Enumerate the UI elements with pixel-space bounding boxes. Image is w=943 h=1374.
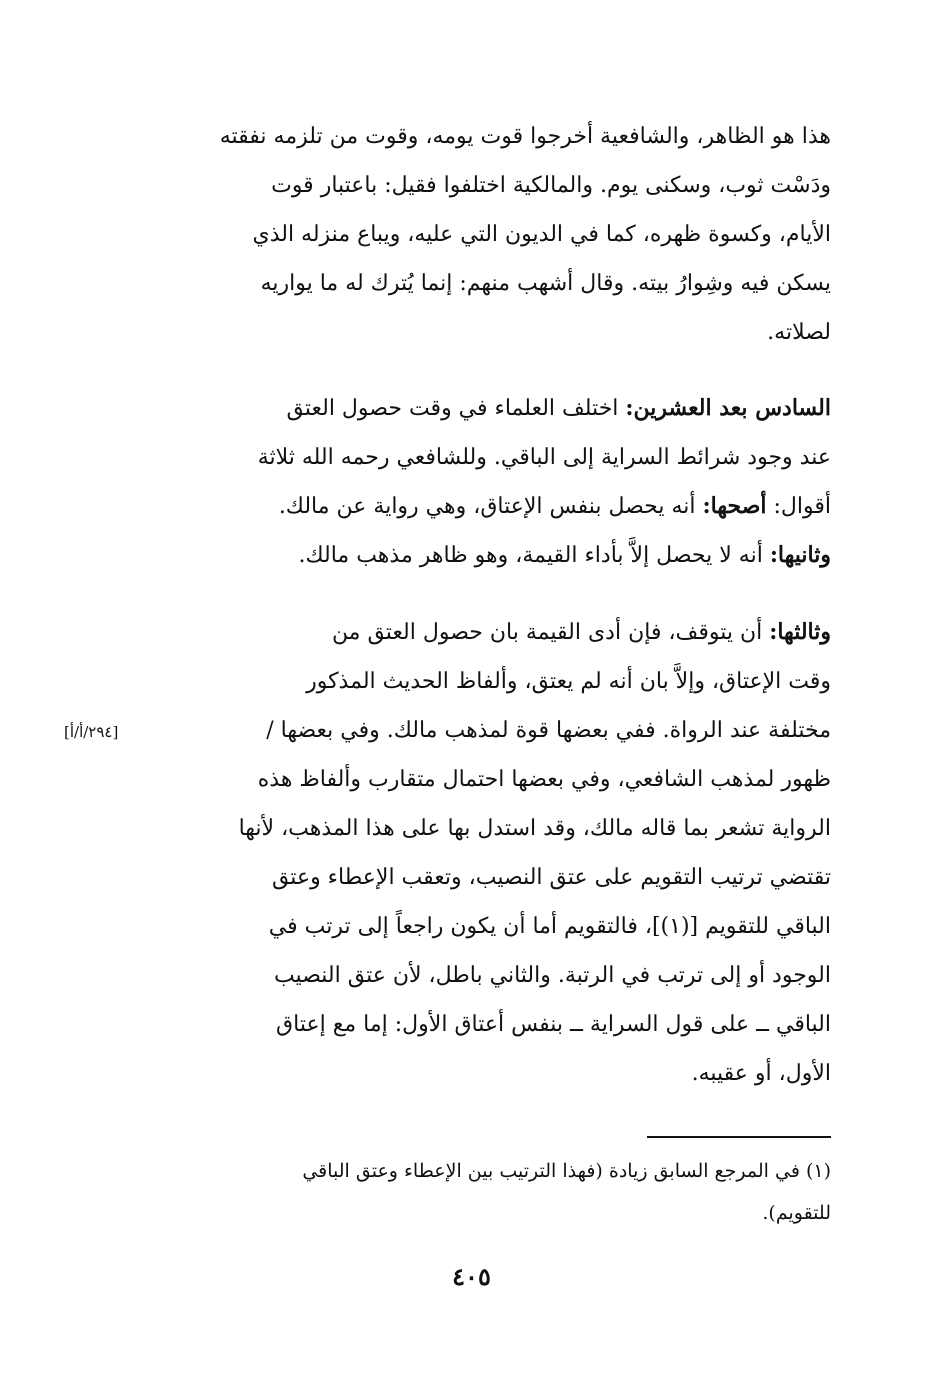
paragraph-3-line-1-text: أن يتوقف، فإن أدى القيمة بان حصول العتق من (331, 620, 770, 645)
third-opinion-label: وثالثها: (769, 619, 831, 645)
paragraph-2-line-1-text: اختلف العلماء في وقت حصول العتق (286, 396, 626, 421)
paragraph-3-line-6: تقتضي ترتيب التقويم على عتق النصيب، وتعقب الإعطاء وعتق (271, 865, 831, 890)
paragraph-3-line-7: الباقي للتقويم [(١)]، فالتقويم أما أن يكون راجعاً إلى ترتب في (268, 914, 831, 939)
paragraph-3-line-10: الأول، أو عقيبه. (691, 1061, 831, 1086)
paragraph-1-line-5: لصلاته. (767, 320, 831, 345)
paragraph-3-line-8: الوجود أو إلى ترتب في الرتبة. والثاني باطل، لأن عتق النصيب (273, 963, 831, 988)
paragraph-2-line-3-rest: أنه يحصل بنفس الإعتاق، وهي رواية عن مالك. (278, 494, 703, 519)
footnote-divider (647, 1136, 831, 1138)
page-number: ٤٠٥ (452, 1262, 491, 1291)
paragraph-3-line-5: الرواية تشعر بما قاله مالك، وقد استدل بها على هذا المذهب، لأنها (238, 816, 831, 841)
manuscript-folio-reference: [٢٩٤/أ/أ] (64, 723, 119, 741)
paragraph-2-line-4-rest: أنه لا يحصل إلاَّ بأداء القيمة، وهو ظاهر مذهب مالك. (298, 543, 770, 568)
paragraph-1-line-1: هذا هو الظاهر، والشافعية أخرجوا قوت يومه، وقوت من تلزمه نفقته (219, 124, 831, 149)
second-opinion-label: وثانيها: (769, 542, 831, 568)
paragraph-2-line-3 (155, 482, 831, 531)
paragraph-2-line-1 (155, 384, 831, 433)
paragraph-1-line-3: الأيام، وكسوة ظهره، كما في الديون التي عليه، ويباع منزله الذي (252, 222, 831, 247)
paragraph-3-line-1 (155, 608, 831, 657)
paragraph-3-line-4: ظهور لمذهب الشافعي، وفي بعضها احتمال متقارب وألفاظ هذه (257, 767, 831, 792)
paragraph-1-line-2: ودَسْت ثوب، وسكنى يوم. والمالكية اختلفوا فقيل: باعتبار قوت (271, 173, 831, 198)
footnote-line-1: (١) في المرجع السابق زيادة (فهذا الترتيب بين الإعطاء وعتق الباقي (302, 1160, 831, 1182)
paragraph-1 (155, 112, 831, 357)
footnote-line-2: للتقويم). (762, 1202, 831, 1224)
first-opinion-label: أصحها: (702, 493, 767, 519)
paragraph-3-line-9: الباقي ــ على قول السراية ــ بنفس أعتاق الأول: إما مع إعتاق (276, 1012, 831, 1037)
paragraph-2-line-4 (155, 531, 831, 580)
paragraph-2-line-3-pre: أقوال: (766, 494, 831, 519)
paragraph-3 (155, 608, 831, 1098)
paragraph-3-line-3: مختلفة عند الرواة. ففي بعضها قوة لمذهب مالك. وفي بعضها / (266, 718, 831, 743)
footnote (155, 1150, 831, 1234)
paragraph-2-line-2: عند وجود شرائط السراية إلى الباقي. وللشافعي رحمه الله ثلاثة (257, 445, 831, 470)
section-heading-26: السادس بعد العشرين: (625, 395, 831, 421)
paragraph-2 (155, 384, 831, 580)
paragraph-1-line-4: يسكن فيه وشِوارُ بيته. وقال أشهب منهم: إنما يُترك له ما يواريه (260, 271, 831, 296)
paragraph-3-line-2: وقت الإعتاق، وإلاَّ بان أنه لم يعتق، وألفاظ الحديث المذكور (306, 669, 831, 694)
